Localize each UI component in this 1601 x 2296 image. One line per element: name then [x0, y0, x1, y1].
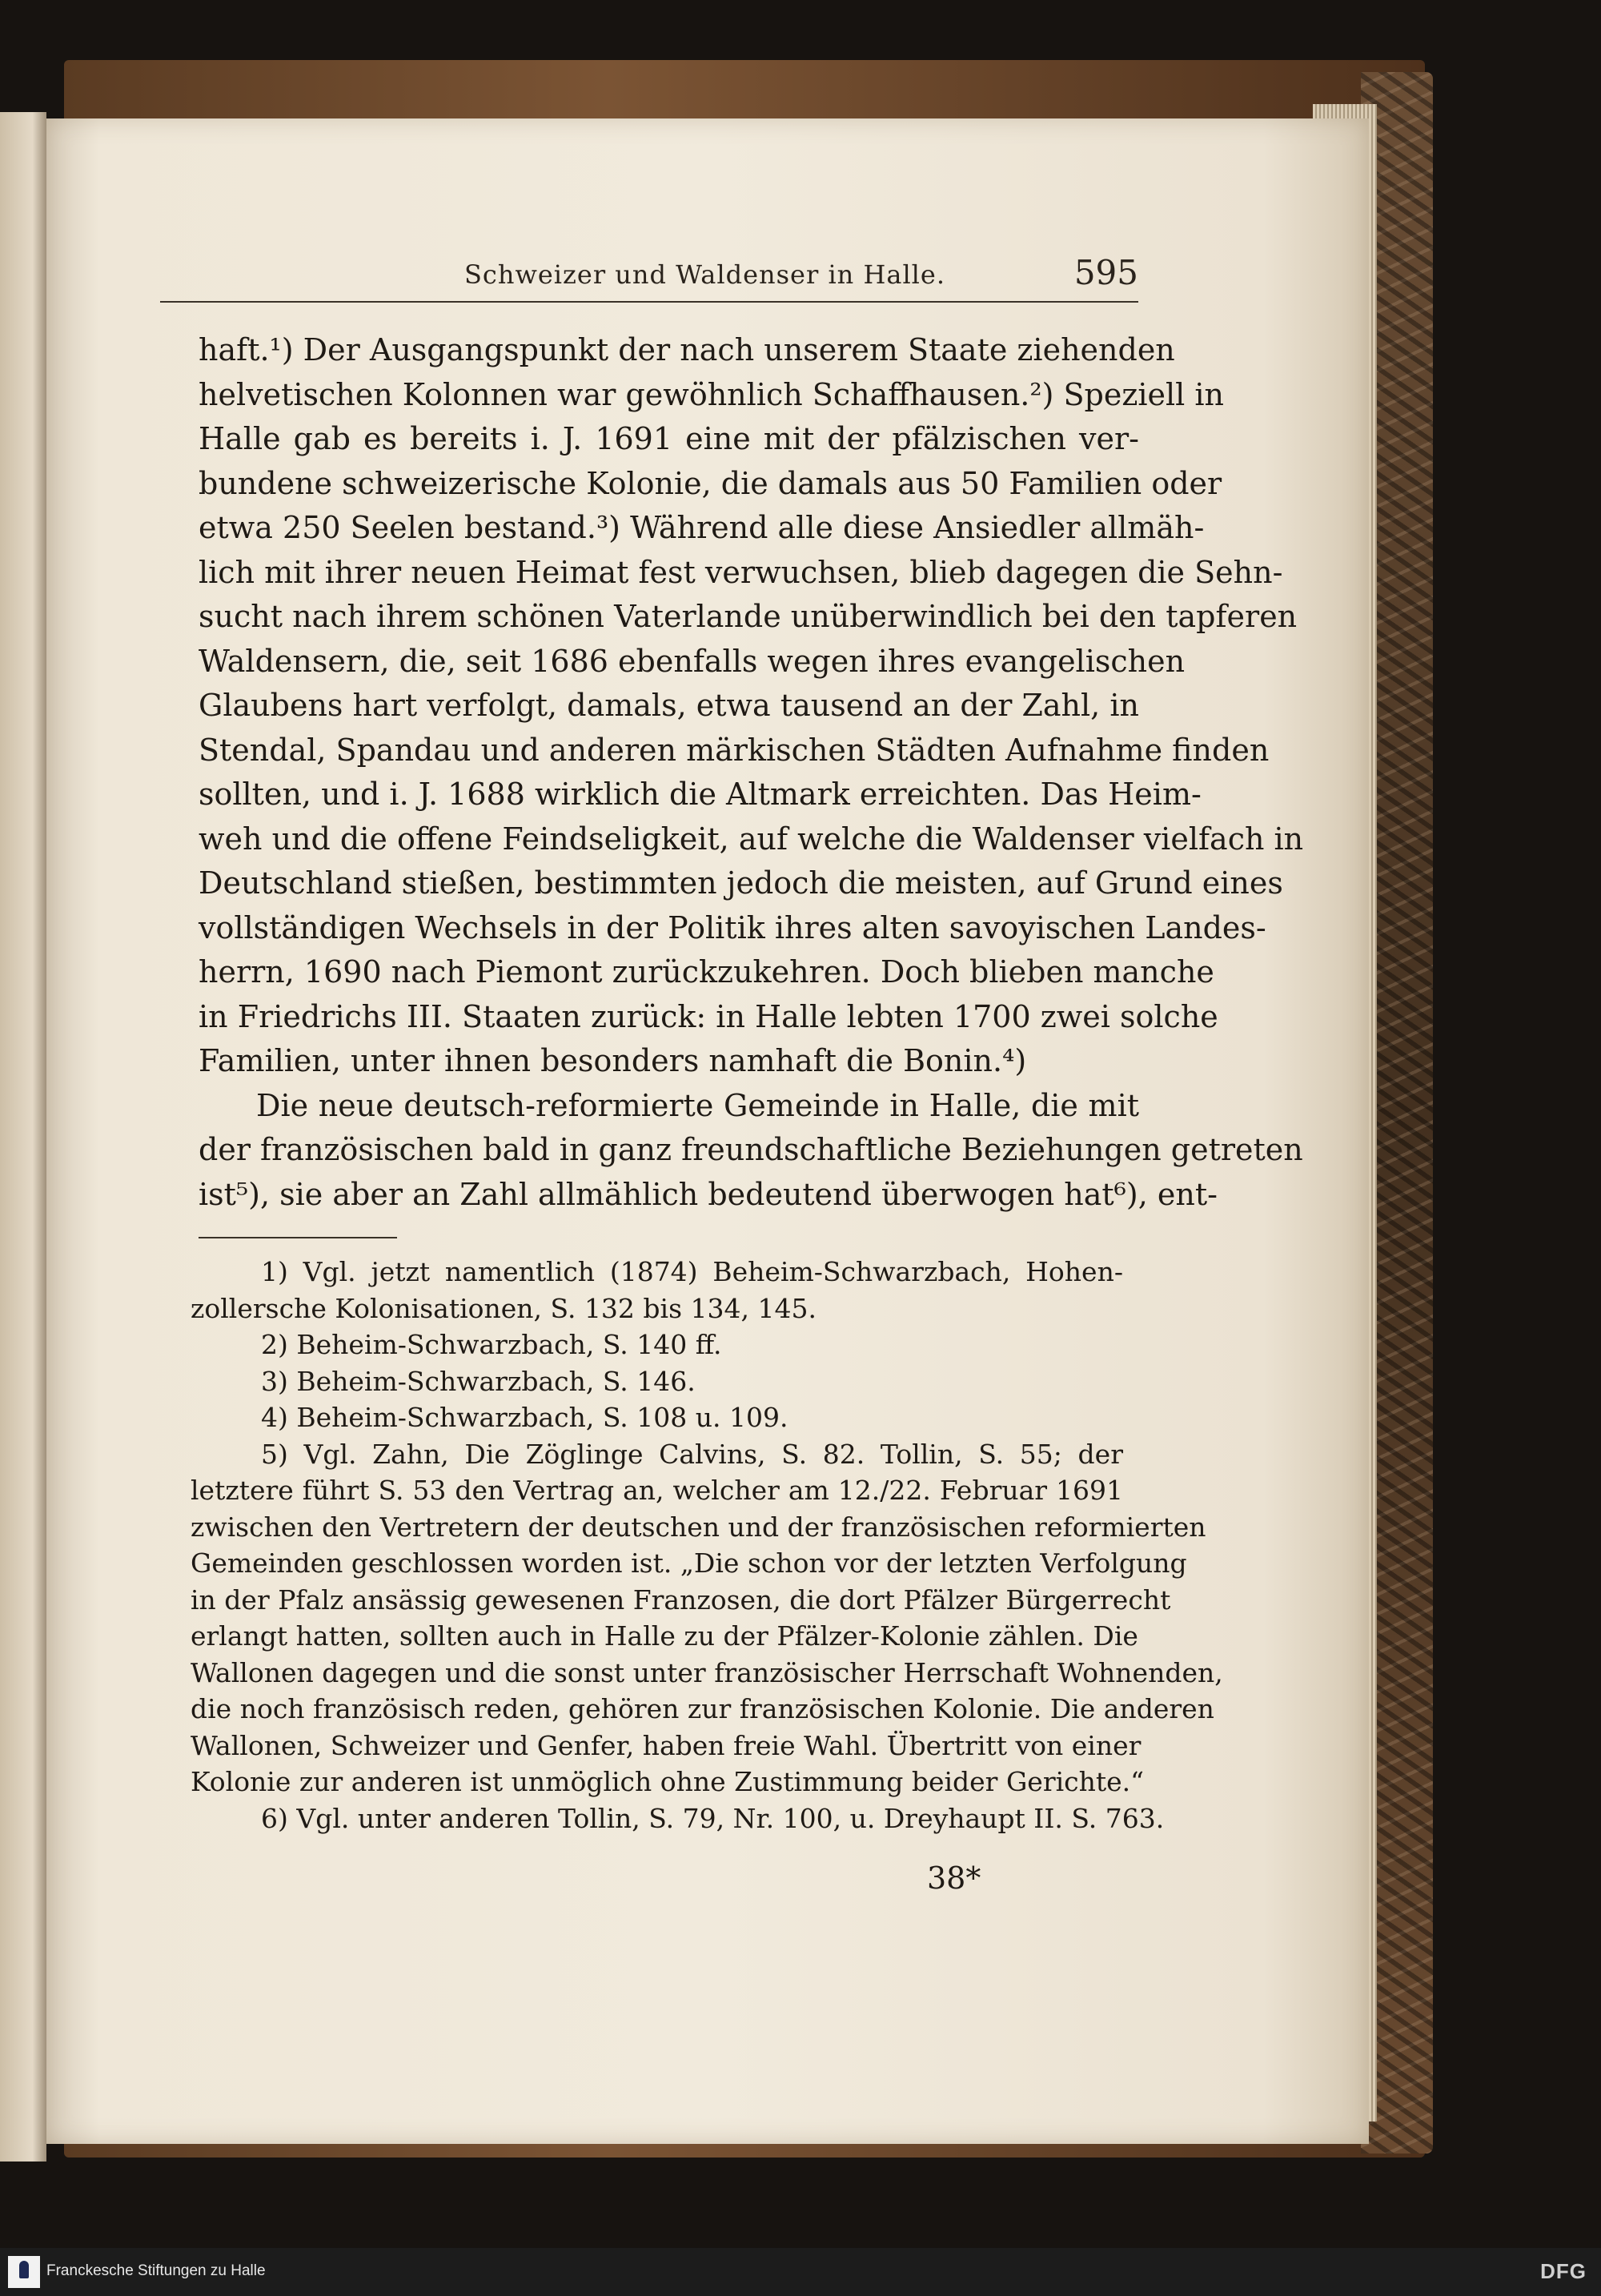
body-line: Glaubens hart verfolgt, damals, etwa tausend an der Zahl, in	[199, 688, 1139, 723]
body-line: Familien, unter ihnen besonders namhaft die Bonin.⁴)	[199, 1043, 1027, 1078]
body-line: der französischen bald in ganz freundschaftliche Beziehungen getreten	[199, 1132, 1303, 1167]
running-head	[160, 253, 1138, 303]
body-line: Die neue deutsch-reformierte Gemeinde in Halle, die mit	[256, 1087, 1139, 1123]
footnote-line: die noch französisch reden, gehören zur französischen Kolonie. Die anderen	[191, 1693, 1214, 1724]
body-line: Deutschland stießen, bestimmten jedoch die meisten, auf Grund eines	[199, 865, 1283, 901]
body-line: in Friedrichs III. Staaten zurück: in Halle lebten 1700 zwei solche	[199, 998, 1218, 1034]
footnote-line: 2) Beheim-Schwarzbach, S. 140 ff.	[261, 1329, 722, 1360]
body-line: herrn, 1690 nach Piemont zurückzukehren. Doch blieben manche	[199, 954, 1214, 989]
footnote-line: 5) Vgl. Zahn, Die Zöglinge Calvins, S. 82. Tollin, S. 55; der	[261, 1438, 1123, 1470]
institution-label: Franckesche Stiftungen zu Halle	[46, 2262, 266, 2279]
body-line: ist⁵), sie aber an Zahl allmählich bedeutend überwogen hat⁶), ent-	[199, 1176, 1218, 1212]
body-line: Stendal, Spandau und anderen märkischen Städten Aufnahme finden	[199, 732, 1270, 768]
footnote-line: Gemeinden geschlossen worden ist. „Die schon vor der letzten Verfolgung	[191, 1547, 1187, 1579]
footnote-line: 4) Beheim-Schwarzbach, S. 108 u. 109.	[261, 1402, 788, 1433]
page-number: 595	[1073, 253, 1138, 292]
footnotes	[191, 1254, 1223, 1836]
viewer-footer	[0, 2248, 1601, 2296]
body-line: weh und die offene Feindseligkeit, auf welche die Waldenser vielfach in	[199, 821, 1304, 857]
footnote-line: zollersche Kolonisationen, S. 132 bis 134, 145.	[191, 1292, 817, 1324]
running-title: Schweizer und Waldenser in Halle.	[464, 259, 946, 290]
footnote-line: Wallonen, Schweizer und Genfer, haben freie Wahl. Übertritt von einer	[191, 1729, 1142, 1761]
footnote-line: Kolonie zur anderen ist unmöglich ohne Zustimmung beider Gerichte.“	[191, 1766, 1145, 1797]
signature-mark: 38*	[927, 1860, 981, 1896]
footnote-line: 3) Beheim-Schwarzbach, S. 146.	[261, 1365, 696, 1397]
footnote-line: erlangt hatten, sollten auch in Halle zu der Pfälzer-Kolonie zählen. Die	[191, 1620, 1138, 1652]
dfg-brand: DFG	[1540, 2259, 1587, 2283]
footnote-rule	[199, 1237, 397, 1238]
body-line: etwa 250 Seelen bestand.³) Während alle diese Ansiedler allmäh-	[199, 510, 1205, 545]
body-line: helvetischen Kolonnen war gewöhnlich Schaffhausen.²) Speziell in	[199, 376, 1225, 412]
footnote-line: 1) Vgl. jetzt namentlich (1874) Beheim-Schwarzbach, Hohen-	[261, 1256, 1123, 1287]
footnote-line: in der Pfalz ansässig gewesenen Franzosen, die dort Pfälzer Bürgerrecht	[191, 1584, 1171, 1616]
body-line: sollten, und i. J. 1688 wirklich die Altmark erreichten. Das Heim-	[199, 777, 1202, 812]
body-text	[199, 328, 1304, 1217]
footnote-line: 6) Vgl. unter anderen Tollin, S. 79, Nr. 100, u. Dreyhaupt II. S. 763.	[261, 1802, 1165, 1834]
body-line: Halle gab es bereits i. J. 1691 eine mit der pfälzischen ver-	[199, 421, 1139, 456]
footnote-line: zwischen den Vertretern der deutschen und der französischen reformierten	[191, 1511, 1206, 1543]
body-line: Waldensern, die, seit 1686 ebenfalls wegen ihres evangelischen	[199, 643, 1186, 679]
body-line: lich mit ihrer neuen Heimat fest verwuchsen, blieb dagegen die Sehn-	[199, 554, 1283, 590]
body-line: sucht nach ihrem schönen Vaterlande unüberwindlich bei den tapferen	[199, 599, 1298, 634]
body-line: bundene schweizerische Kolonie, die damals aus 50 Familien oder	[199, 465, 1222, 501]
foundation-logo-icon	[8, 2256, 40, 2288]
footnote-line: Wallonen dagegen und die sonst unter französischer Herrschaft Wohnenden,	[191, 1656, 1223, 1688]
body-line: haft.¹) Der Ausgangspunkt der nach unserem Staate ziehenden	[199, 332, 1175, 367]
left-page-edge	[0, 112, 46, 2162]
footnote-line: letztere führt S. 53 den Vertrag an, welcher am 12./22. Februar 1691	[191, 1475, 1123, 1506]
body-line: vollständigen Wechsels in der Politik ihres alten savoyischen Landes-	[199, 909, 1266, 945]
